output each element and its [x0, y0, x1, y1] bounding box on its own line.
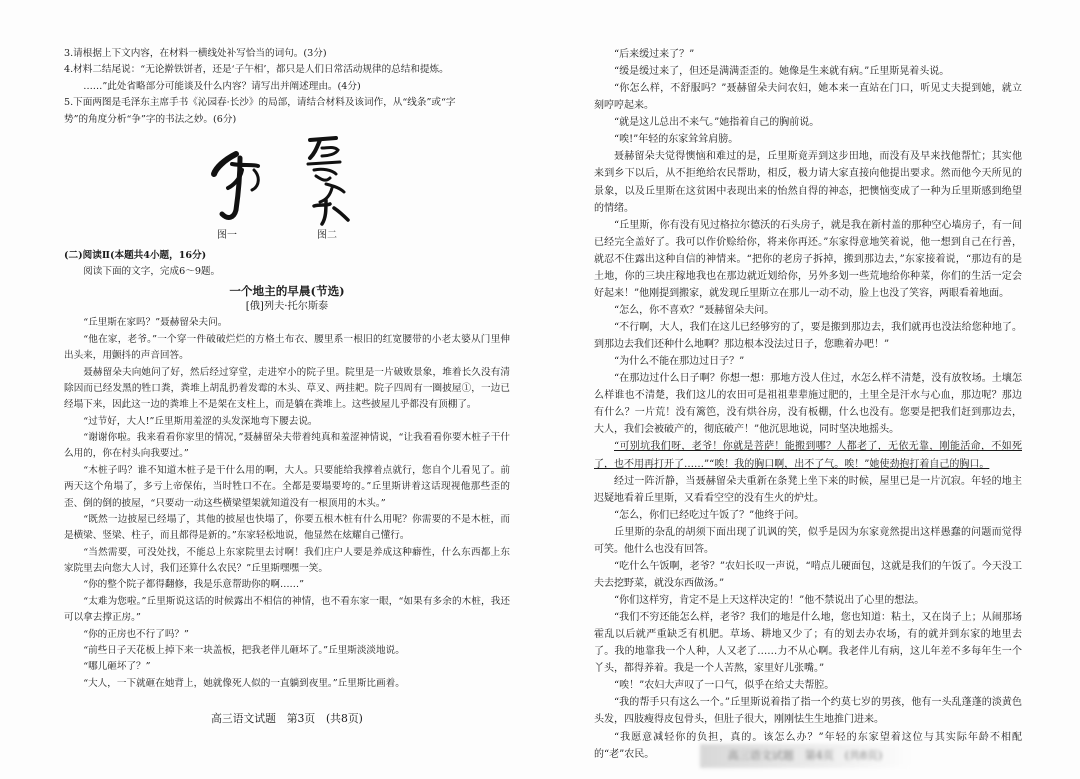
left-paragraph: “你的正房也不行了吗？”	[83, 628, 189, 640]
right-paragraph: 聂赫留朵夫觉得懊恼和难过的是，丘里斯竟弄到这步田地，而没有及早来找他帮忙；其实他来到乡下以后，从不拒绝给农民帮助，相反，极力请大家直接向他提出要求。然而他今天所见的景象，以及丘里斯在这贫困中表现出来的怡然自得的神态，把懊恼变成了一种为丘里斯感到绝望的情绪。	[594, 151, 1022, 214]
left-paragraph: “你的整个院子都得翻修，我是乐意帮助你的啊……”	[83, 579, 305, 591]
right-paragraph: “就是这儿总出不来气。”她指着自己的胸前说。	[614, 117, 820, 129]
right-paragraph: “唉！”农妇大声叹了一口气，似乎在给丈夫帮腔。	[614, 680, 835, 692]
right-paragraph-underlined: “可别坑我们呀，老爷！你就是菩萨！能搬到哪？人都老了，无依无靠，刚能活命，不如死了，也不用再打开了……”“唉！我的胸口啊，出不了气。唉！”她使劲抱打着自己的胸口。	[594, 441, 1022, 470]
right-paragraph: “不行啊，大人，我们在这儿已经够穷的了，要是搬到那边去，我们就再也没法给您种地了。到那边去我们还种什么地啊？那边根本没法过日子，您瞧着办吧！”	[594, 322, 1022, 351]
right-paragraph: “我愿意减轻你的负担，真的。该怎么办？”年轻的东家望着这位与其实际年龄不相配的“老”农民。	[594, 731, 1022, 760]
question-4-line2: ……”此处省略部分可能谈及什么内容？请写出并阐述理由。(4分)	[83, 80, 361, 92]
right-paragraph: 经过一阵沂静，当聂赫留朵夫重新在条凳上坐下来的时候，屋里已是一片沉寂。年轻的地主迟疑地看着丘里斯，又看看空空的没有生火的炉灶。	[594, 475, 1022, 504]
page-footer: 高三语文试题 第3页 (共8页)	[211, 712, 363, 725]
left-paragraph: “丘里斯在家吗？”聂赫留朵夫问。	[83, 317, 228, 329]
right-paragraph: “我们不穷还能怎么样，老爷？我们的地是什么地，您也知道：粘土，又在岗子上；从闹那场霍乱以后就严重缺乏有机肥。草场、耕地又少了；有的划去办农场，有的就并到东家的地里去了。我的地靠我一个人种，人又老了……力不从心啊。我老伴儿有病，这儿年差不多每年生一个丫头，都得养着。我是一个人苦熬，家里好儿张嘴。”	[594, 612, 1022, 675]
right-paragraph: 丘里斯的杂乱的胡须下面出现了讥讽的笑，似乎是因为东家竟然提出这样愚蠢的问题而觉得可笑。他什么也没有回答。	[594, 526, 1022, 555]
left-paragraph: “谢谢你啦。我来看看你家里的情况，”聂赫留朵夫带着纯真和羞涩神情说，“让我看看你要木桩子干什么用的，你在村头向我要过。”	[64, 432, 510, 460]
right-paragraph: “为什么不能在那边过日子？”	[614, 356, 745, 368]
section-heading: (二)阅读Ⅱ(本题共4小题，16分)	[64, 249, 207, 261]
question-3: 3.请根据上下文内容，在材料一横线处补写恰当的词句。(3分)	[64, 48, 327, 59]
figure-1-calligraphy	[214, 154, 258, 217]
left-paragraph: “当然需要，可没处找，不能总上东家院里去讨啊！我们庄户人要是养成这种癖性，什么东西都上东家院里去向您大人讨，我们还算什么农民？”丘里斯嘿嘿一笑。	[64, 546, 510, 574]
left-paragraph: “哪儿砸坏了？”	[83, 661, 151, 673]
right-paragraph: “在那边过什么日子啊？你想一想：那地方没人住过，水怎么样不清楚，没有放牧场。土壤怎么样谁也不清楚，我们这儿的农田可是祖祖辈辈施过肥的，土里全是汗水与心血，那边呢？那边有什么？一片荒！没有篱笆，没有烘谷房，没有板棚，什么也没有。您要是把我们赶到那边去，大人，我们会被破产的，彻底破产！”他沉思地说，同时坚决地摇头。	[594, 373, 1022, 436]
left-column	[64, 46, 510, 692]
left-paragraph: “前些日子天花板上掉下来一块盖板，把我老伴儿砸坏了。”丘里斯淡淡地说。	[83, 644, 405, 656]
right-paragraph: “怎么，你不喜欢？”聂赫留朵夫问。	[614, 304, 775, 316]
right-paragraph: “你们这样穷，肯定不是上天这样决定的！”他不禁说出了心里的想法。	[614, 595, 925, 606]
reading-instruction: 阅读下面的文字，完成6～9题。	[83, 266, 221, 278]
left-paragraph: “他在家，老爷。”一个穿一件破破烂烂的方格土布衣、腰里系一根旧的红宽腰带的小老太婆从门里伸出头来，用颤抖的声音回答。	[64, 333, 510, 362]
question-5-line1: 5.下面两图是毛泽东主席手书《沁园春·长沙》的局部，请结合材料及该词作，从“线条”或“字	[64, 97, 456, 109]
right-paragraph: “缓是缓过来了，但还是满满歪歪的。她像是生来就有病。”丘里斯晃着头说。	[614, 66, 950, 78]
left-paragraph: “木桩子吗？谁不知道木桩子是干什么用的啊，大人。只要能给我撑着点就行，您自个儿看见了。前两天这个角塌了，多亏上帝保佑，当时牲口不在。全都是要塌要垮的。”丘里斯讲着这话现视他那些歪的歪、倒的倒的披屋，“只要动一动这些横梁望架就知道没有一根顶用的木头。”	[64, 464, 510, 509]
blurred-footer-text: 高三语文试题 第4页 (共8页)	[727, 749, 883, 762]
blurred-footer	[700, 744, 910, 768]
right-paragraph: “怎么，你们已经吃过午饭了？”他终于问。	[614, 509, 805, 521]
left-paragraph: 聂赫留朵夫向她问了好，然后经过穿堂，走进窄小的院子里。院里是一片破败景象，堆着长久没有清除因而已经发黑的牲口粪，粪堆上胡乱扔着发霉的木头、草叉、两挂耙。院子四周有一圈披屋①，一边已经塌下来，因此这一边的粪堆上不是架在支柱上，而是躺在粪堆上。这些披屋儿乎都没有顶棚了。	[64, 366, 510, 411]
figure-1-caption: 图一	[217, 229, 237, 241]
question-4-line1: 4.材料二结尾说：“无论擀铁饼者，还是‘子午相’，都只是人们日常活动规律的总结和提炼。	[64, 64, 449, 76]
figure-2-calligraphy	[308, 138, 348, 224]
right-paragraph: “我的帮手只有这么一个。”丘里斯说着指了指一个约莫七岁的男孩，他有一头乱蓬蓬的淡黄色头发，四肢瘦得皮包骨头，但肚子很大，刚刚怯生生地推门进来。	[594, 697, 1022, 726]
right-paragraph: “丘里斯，你有没有见过格拉尔德沃的石头房子，就是我在新村盖的那种空心墙房子，有一间已经完全盖好了。我可以作价赊给你，将来你再还。”东家得意地笑着说，他一想到自己在行善，就忍不住露出这种自信的神情来。“把你的老房子拆掉，搬到那边去，”东家接着说，“那边有的是土地，你的三块庄稼地我也在那边就近划给你，另外多划一些荒地给你种菜，你们的生活一定会好起来！”他刚提到搬家，就发现丘里斯立在那儿一动不动，脸上也没了笑容，两眼看着地面。	[594, 219, 1022, 299]
right-paragraph: “吃什么午饭啊，老爷？”农妇长叹一声说，“啃点儿硬面包，这就是我们的午饭了。今天没工夫去挖野菜，就没东西做汤。”	[594, 560, 1022, 589]
left-paragraph: “过节好，大人!”丘里斯用羞涩的头发深地弯下腰去说。	[83, 415, 318, 427]
right-paragraph: “后来缓过来了？”	[614, 49, 695, 60]
right-column	[594, 46, 1022, 763]
left-paragraph: “太难为您啦。”丘里斯说这话的时候露出不相信的神情，也不看东家一眼，“如果有多余的木桩，我还可以拿去撑正房。”	[64, 595, 510, 624]
right-paragraph: “你怎么样，不舒服吗？”聂赫留朵夫问农妇，她本来一直站在门口，听见丈夫提到她，就立刻哼哼起来。	[594, 83, 1022, 112]
calligraphy-image	[64, 130, 510, 226]
question-5-line2: 势”的角度分析“争”字的书法之妙。(6分)	[64, 113, 237, 125]
figure-2-caption: 图二	[317, 229, 337, 241]
left-paragraph: “既然一边披屋已经塌了，其他的披屋也快塌了，你要五根木桩有什么用呢？你需要的不是木桩，而是横梁、竖梁、柱子，而且都得是新的。”东家轻松地说，他显然在炫耀自己懂行。	[64, 513, 510, 542]
passage-author: [俄]列夫·托尔斯泰	[245, 301, 329, 312]
right-paragraph: “唉!”年轻的东家耸耸肩膀。	[614, 134, 739, 146]
calligraphy-figures	[64, 130, 510, 248]
passage-title: 一个地主的早晨(节选)	[229, 283, 345, 298]
left-paragraph: “大人，一下就砸在她背上，她就像死人似的一直躺到夜里。”丘里斯比画着。	[83, 677, 405, 689]
